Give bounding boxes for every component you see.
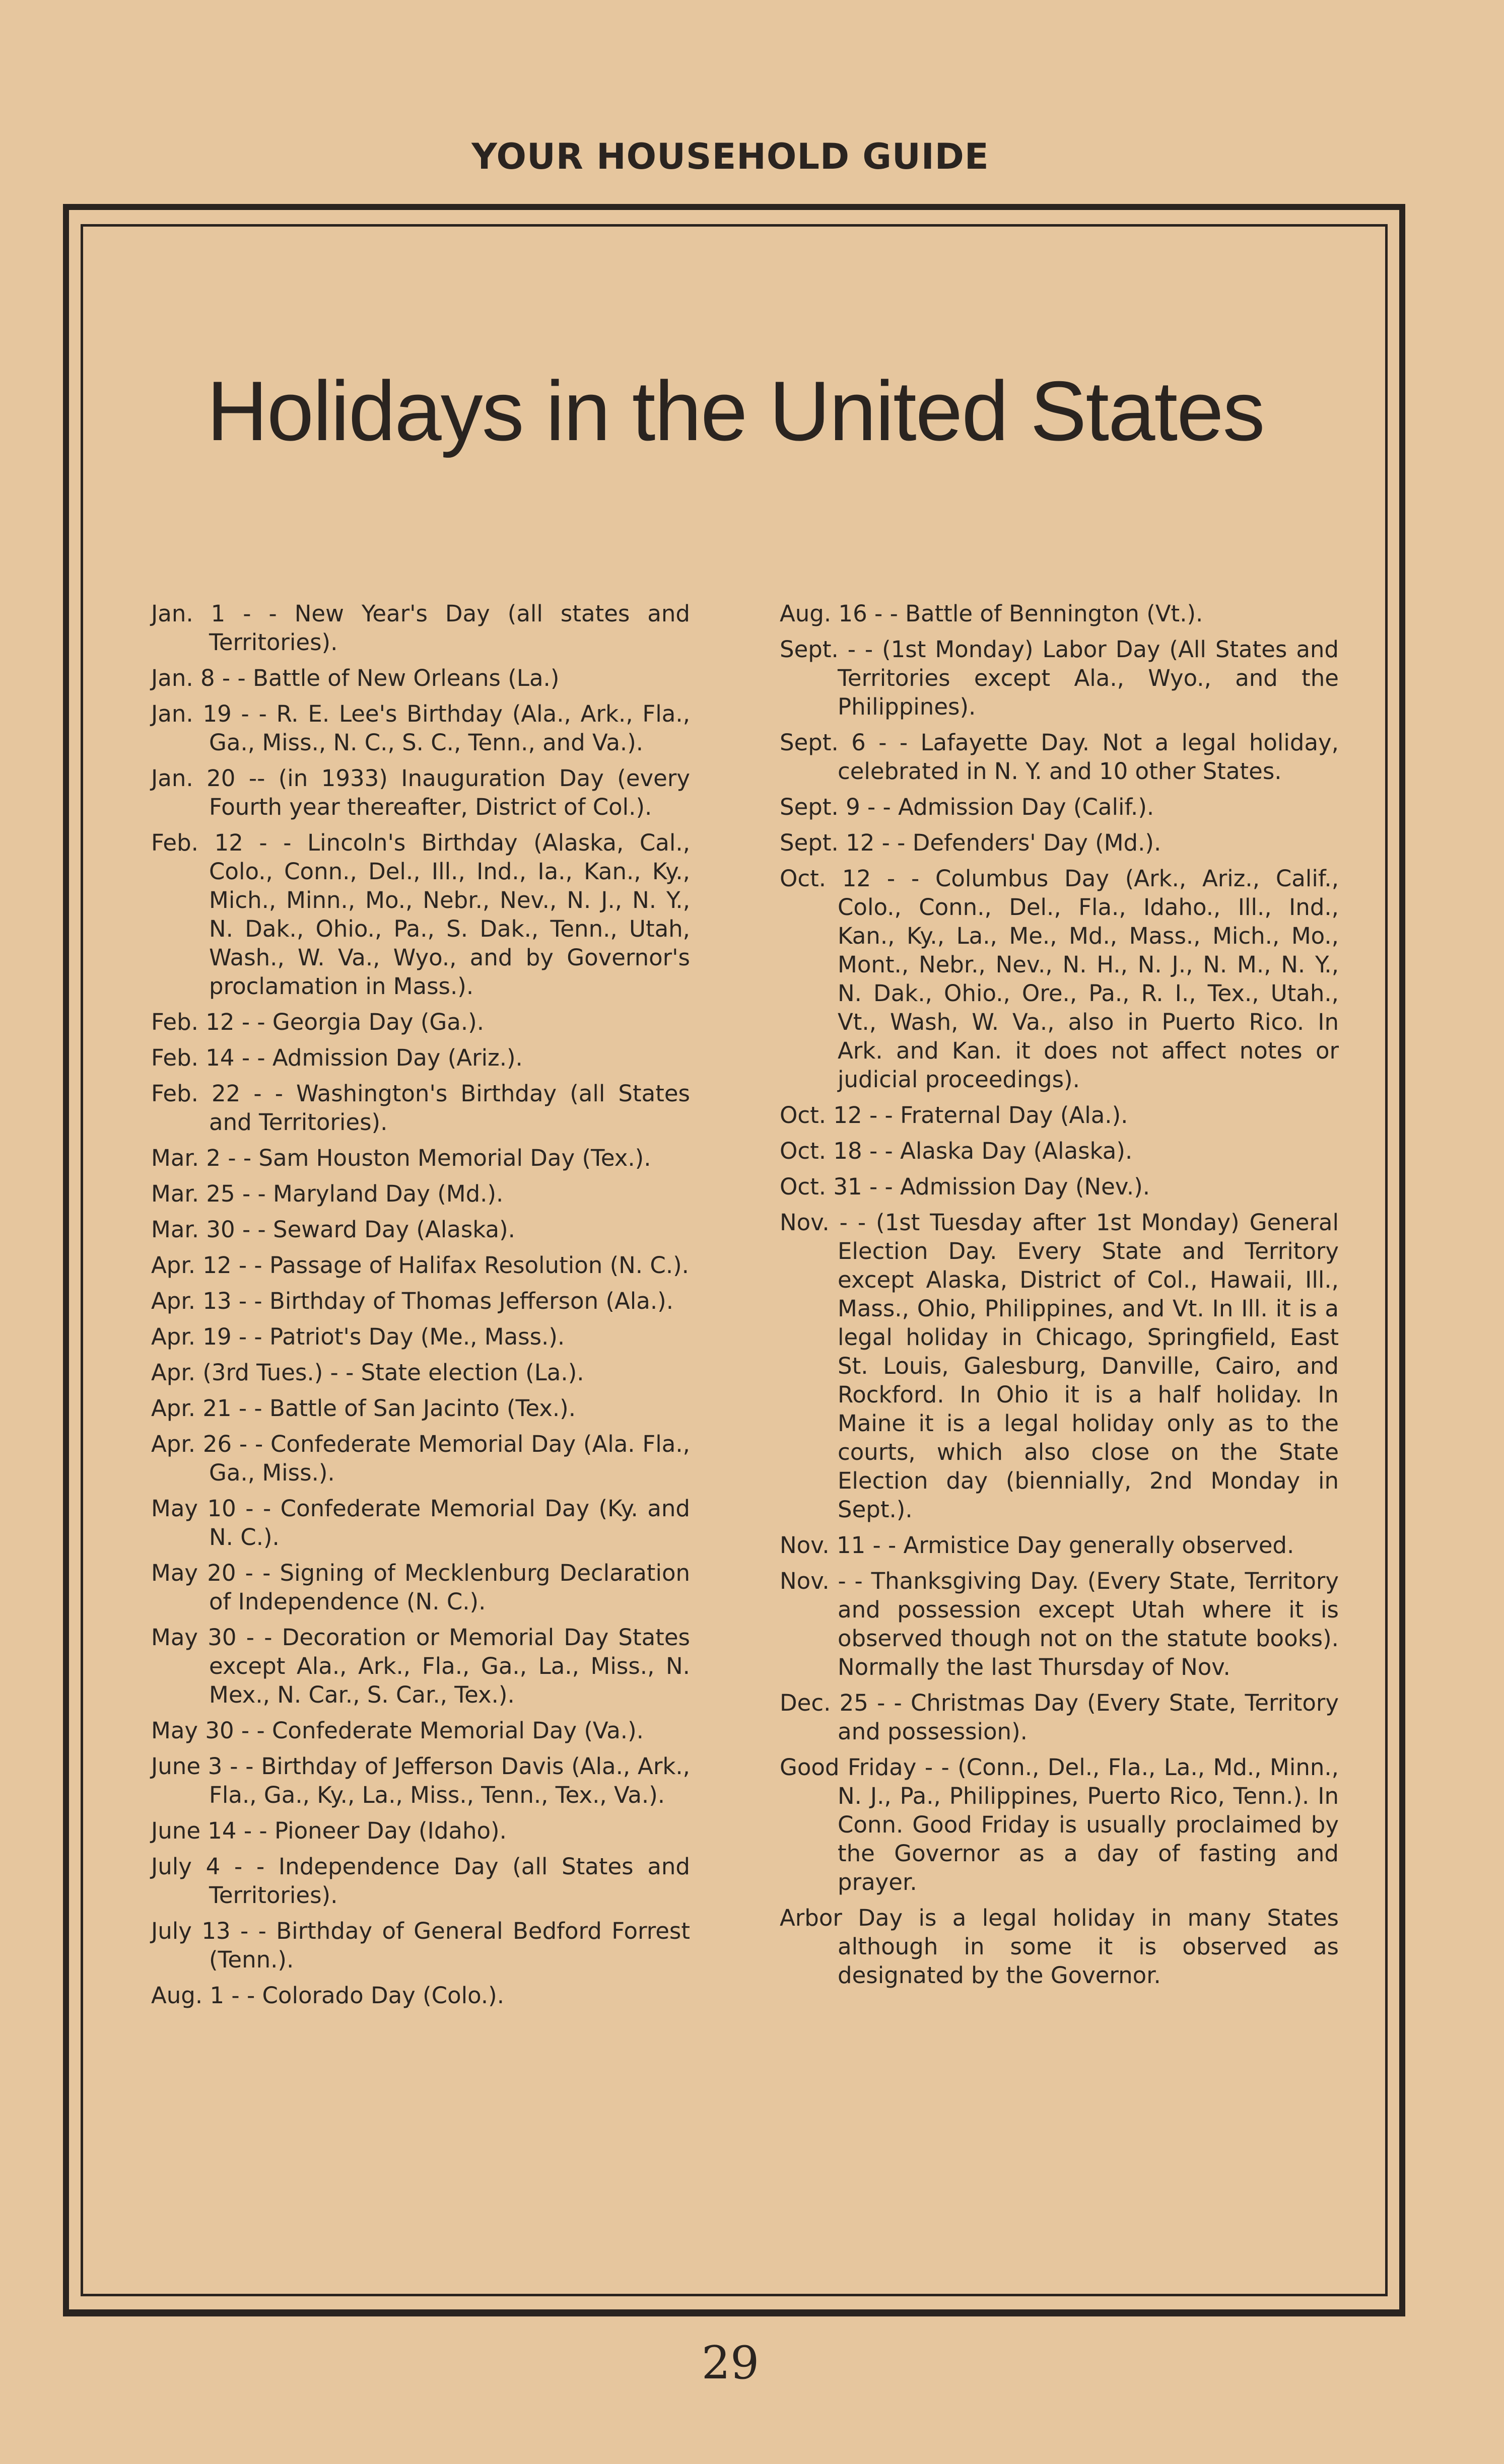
holiday-entry: Apr. 26 - - Confederate Memorial Day (Ala. Fla., Ga., Miss.). (151, 1431, 690, 1486)
holiday-entry: Oct. 18 - - Alaska Day (Alaska). (780, 1138, 1133, 1164)
holiday-entry: Apr. 13 - - Birthday of Thomas Jefferson (Ala.). (151, 1288, 673, 1314)
running-header: YOUR HOUSEHOLD GUIDE (471, 136, 989, 177)
holiday-entry: Apr. 12 - - Passage of Halifax Resolution (N. C.). (151, 1252, 689, 1279)
holiday-entry: June 3 - - Birthday of Jefferson Davis (Ala., Ark., Fla., Ga., Ky., La., Miss., Tenn., Tex., Va.). (151, 1753, 690, 1808)
holiday-entry: Oct. 12 - - Columbus Day (Ark., Ariz., Calif., Colo., Conn., Del., Fla., Idaho., Ill., Ind., Kan., Ky., La., Me., Md., Mass., Mich., Mo., Mont., Nebr., Nev., N. H., N. J., N. M., N. Y., N. Dak., Ohio., Ore., Pa., R. I., Tex., Utah., Vt., Wash, W. Va., also in Puerto Rico. In Ark. and Kan. it does not affect notes or judicial proceedings). (780, 865, 1339, 1093)
holiday-entry: Feb. 12 - - Lincoln's Birthday (Alaska, Cal., Colo., Conn., Del., Ill., Ind., Ia., Kan., Ky., Mich., Minn., Mo., Nebr., Nev., N. J., N. Y., N. Dak., Ohio., Pa., S. Dak., Tenn., Utah, Wash., W. Va., Wyo., and by Governor's proclamation in Mass.). (151, 829, 690, 1000)
holiday-entry: Apr. 19 - - Patriot's Day (Me., Mass.). (151, 1323, 565, 1350)
holiday-entry: Sept. 12 - - Defenders' Day (Md.). (780, 829, 1161, 856)
holiday-entry: Feb. 14 - - Admission Day (Ariz.). (151, 1044, 523, 1071)
holiday-entry: Nov. 11 - - Armistice Day generally observed. (780, 1532, 1294, 1559)
holiday-entry: May 30 - - Confederate Memorial Day (Va.). (151, 1717, 644, 1744)
holiday-entry: Sept. 9 - - Admission Day (Calif.). (780, 794, 1154, 820)
holiday-entry: Jan. 20 -- (in 1933) Inauguration Day (every Fourth year thereafter, District of Col.). (151, 765, 690, 820)
holiday-entry: Sept. 6 - - Lafayette Day. Not a legal holiday, celebrated in N. Y. and 10 other States. (780, 729, 1339, 785)
holiday-entry: July 4 - - Independence Day (all States and Territories). (151, 1853, 690, 1909)
holiday-entry: May 30 - - Decoration or Memorial Day States except Ala., Ark., Fla., Ga., La., Miss., N. Mex., N. Car., S. Car., Tex.). (151, 1624, 690, 1708)
holiday-entry: Nov. - - (1st Tuesday after 1st Monday) General Election Day. Every State and Territory except Alaska, District of Col., Hawaii, Ill., Mass., Ohio, Philippines, and Vt. In Ill. it is a legal holiday in Chicago, Springfield, East St. Louis, Galesburg, Danville, Cairo, and Rockford. In Ohio it is a half holiday. In Maine it is a legal holiday only as to the courts, which also close on the State Election day (biennially, 2nd Monday in Sept.). (780, 1209, 1339, 1523)
holiday-entry: Arbor Day is a legal holiday in many States although in some it is observed as designated by the Governor. (780, 1905, 1339, 1989)
holiday-entry: Feb. 12 - - Georgia Day (Ga.). (151, 1009, 485, 1035)
holiday-entry: Good Friday - - (Conn., Del., Fla., La., Md., Minn., N. J., Pa., Philippines, Puerto Rico, Tenn.). In Conn. Good Friday is usually proclaimed by the Governor as a day of fasting and prayer. (780, 1754, 1339, 1895)
holiday-entry: Feb. 22 - - Washington's Birthday (all States and Territories). (151, 1080, 690, 1136)
holiday-entry: May 10 - - Confederate Memorial Day (Ky. and N. C.). (151, 1495, 690, 1551)
holiday-entry: Oct. 12 - - Fraternal Day (Ala.). (780, 1102, 1128, 1129)
holiday-entry: Apr. 21 - - Battle of San Jacinto (Tex.). (151, 1395, 576, 1422)
holiday-list-left (151, 599, 690, 2017)
page-title: Holidays in the United States (207, 364, 1264, 458)
holiday-list-right (780, 599, 1339, 1997)
holiday-entry: Aug. 16 - - Battle of Bennington (Vt.). (780, 600, 1203, 627)
holiday-entry: Dec. 25 - - Christmas Day (Every State, Territory and possession). (780, 1689, 1339, 1745)
holiday-entry: Mar. 2 - - Sam Houston Memorial Day (Tex.). (151, 1145, 651, 1171)
holiday-entry: Jan. 1 - - New Year's Day (all states and Territories). (151, 600, 690, 656)
holiday-entry: Apr. (3rd Tues.) - - State election (La.). (151, 1359, 584, 1386)
holiday-entry: Nov. - - Thanksgiving Day. (Every State, Territory and possession except Utah where it is observed though not on the statute books). Normally the last Thursday of Nov. (780, 1568, 1339, 1680)
holiday-entry: Jan. 19 - - R. E. Lee's Birthday (Ala., Ark., Fla., Ga., Miss., N. C., S. C., Tenn., and Va.). (151, 700, 690, 756)
holiday-entry: Mar. 30 - - Seward Day (Alaska). (151, 1216, 515, 1243)
holiday-entry: May 20 - - Signing of Mecklenburg Declaration of Independence (N. C.). (151, 1560, 690, 1615)
holiday-entry: Sept. - - (1st Monday) Labor Day (All States and Territories except Ala., Wyo., and the Philippines). (780, 636, 1339, 720)
holiday-entry: Aug. 1 - - Colorado Day (Colo.). (151, 1982, 505, 2009)
holiday-entry: June 14 - - Pioneer Day (Idaho). (151, 1817, 507, 1844)
page-number: 29 (701, 2337, 760, 2389)
holiday-entry: Jan. 8 - - Battle of New Orleans (La.) (151, 665, 560, 691)
holiday-entry: Mar. 25 - - Maryland Day (Md.). (151, 1180, 504, 1207)
holiday-entry: July 13 - - Birthday of General Bedford Forrest (Tenn.). (151, 1918, 690, 1973)
holiday-entry: Oct. 31 - - Admission Day (Nev.). (780, 1173, 1150, 1200)
